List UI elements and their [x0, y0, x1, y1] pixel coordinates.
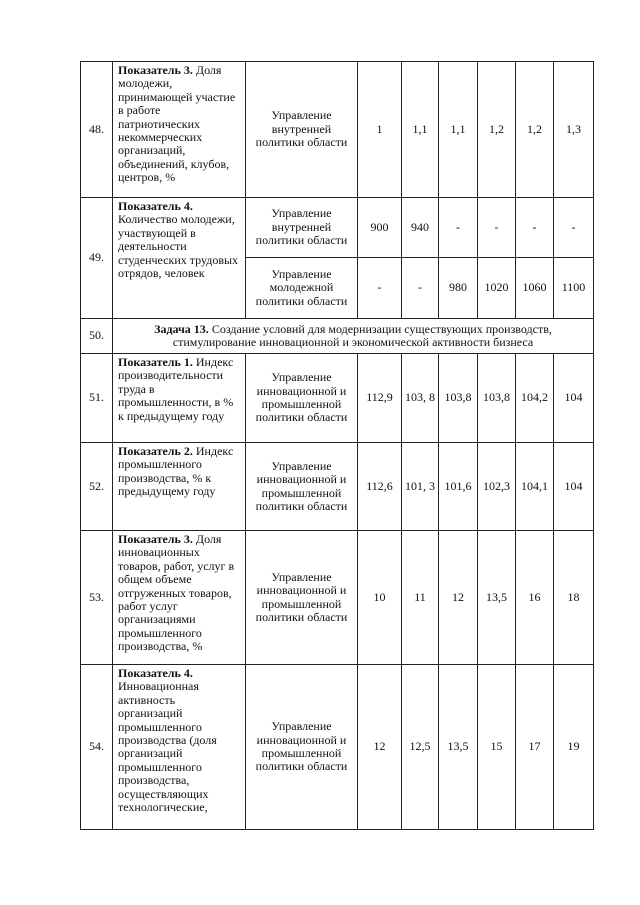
value-cell: 103,8 — [478, 354, 516, 443]
value-cell: 13,5 — [478, 531, 516, 665]
value-cell: 103,8 — [439, 354, 478, 443]
indicator-text: Индекс производительности труда в промышленности, в % к предыдущему году — [118, 355, 234, 423]
responsible-org: Управление внутренней политики области — [246, 198, 358, 258]
indicator-description — [113, 443, 246, 531]
row-number: 51. — [81, 354, 113, 443]
table-row — [81, 443, 594, 531]
value-cell: 101, 3 — [402, 443, 439, 531]
value-cell: 940 — [402, 198, 439, 258]
value-cell: 13,5 — [439, 665, 478, 830]
indicator-description — [113, 354, 246, 443]
value-cell: 11 — [402, 531, 439, 665]
value-cell: 104,1 — [516, 443, 554, 531]
responsible-org: Управление инновационной и промышленной политики области — [246, 665, 358, 830]
task-text: Создание условий для модернизации существующих производств, стимулирование инновационной и экономической активности бизнеса — [172, 321, 552, 349]
value-cell: 980 — [439, 258, 478, 319]
value-cell: 1,1 — [439, 62, 478, 198]
indicator-text: Доля молодежи, принимающей участие в работе патриотических некоммерческих организаций, объединений, клубов, центров, % — [118, 63, 236, 185]
indicator-title: Показатель 2. — [118, 444, 193, 458]
task-title: Задача 13. — [154, 321, 209, 336]
row-number: 48. — [81, 62, 113, 198]
value-cell: 104 — [554, 443, 594, 531]
value-cell: 1 — [358, 62, 402, 198]
value-cell: - — [554, 198, 594, 258]
value-cell: 17 — [516, 665, 554, 830]
indicator-text: Количество молодежи, участвующей в деятельности студенческих трудовых отрядов, человек — [118, 212, 239, 281]
table-row — [81, 354, 594, 443]
task-row — [81, 319, 594, 354]
value-cell: 1100 — [554, 258, 594, 319]
table-row — [81, 665, 594, 830]
value-cell: 1,3 — [554, 62, 594, 198]
value-cell: 1020 — [478, 258, 516, 319]
responsible-org: Управление внутренней политики области — [246, 62, 358, 198]
responsible-org: Управление инновационной и промышленной политики области — [246, 531, 358, 665]
value-cell: 18 — [554, 531, 594, 665]
value-cell: 112,9 — [358, 354, 402, 443]
row-number: 50. — [81, 319, 113, 354]
row-number: 52. — [81, 443, 113, 531]
table-row — [81, 531, 594, 665]
row-number: 53. — [81, 531, 113, 665]
value-cell: 112,6 — [358, 443, 402, 531]
indicator-title: Показатель 3. — [118, 532, 193, 546]
indicator-description — [113, 62, 246, 198]
value-cell: 1,1 — [402, 62, 439, 198]
value-cell: 15 — [478, 665, 516, 830]
responsible-org: Управление инновационной и промышленной политики области — [246, 443, 358, 531]
indicator-description — [113, 665, 246, 830]
value-cell: 104 — [554, 354, 594, 443]
value-cell: 19 — [554, 665, 594, 830]
row-number: 49. — [81, 198, 113, 319]
value-cell: - — [439, 198, 478, 258]
table-row — [81, 198, 594, 258]
value-cell: 102,3 — [478, 443, 516, 531]
value-cell: 900 — [358, 198, 402, 258]
indicator-title: Показатель 4. — [118, 199, 193, 213]
indicator-description — [113, 531, 246, 665]
responsible-org: Управление молодежной политики области — [246, 258, 358, 319]
value-cell: 12,5 — [402, 665, 439, 830]
value-cell: 12 — [358, 665, 402, 830]
value-cell: 1,2 — [478, 62, 516, 198]
value-cell: 101,6 — [439, 443, 478, 531]
indicator-table — [80, 61, 594, 830]
indicator-title: Показатель 1. — [118, 355, 193, 369]
indicator-title: Показатель 3. — [118, 63, 193, 77]
value-cell: - — [402, 258, 439, 319]
value-cell: 12 — [439, 531, 478, 665]
table-row — [81, 62, 594, 198]
indicator-title: Показатель 4. — [118, 666, 193, 680]
value-cell: 1,2 — [516, 62, 554, 198]
task-description — [113, 319, 594, 354]
indicator-description — [113, 198, 246, 319]
value-cell: 103, 8 — [402, 354, 439, 443]
indicator-text: Доля инновационных товаров, работ, услуг в общем объеме отгруженных товаров, работ услуг организациями промышленного производства, % — [118, 532, 235, 654]
indicator-text: Индекс промышленного производства, % к предыдущему году — [118, 444, 234, 499]
value-cell: - — [358, 258, 402, 319]
value-cell: 104,2 — [516, 354, 554, 443]
responsible-org: Управление инновационной и промышленной политики области — [246, 354, 358, 443]
value-cell: - — [516, 198, 554, 258]
value-cell: 1060 — [516, 258, 554, 319]
value-cell: - — [478, 198, 516, 258]
value-cell: 10 — [358, 531, 402, 665]
row-number: 54. — [81, 665, 113, 830]
indicator-text: Инновационная активность организаций промышленного производства (доля организаций промышленного производства, осуществляющих технологические, — [118, 679, 217, 815]
value-cell: 16 — [516, 531, 554, 665]
